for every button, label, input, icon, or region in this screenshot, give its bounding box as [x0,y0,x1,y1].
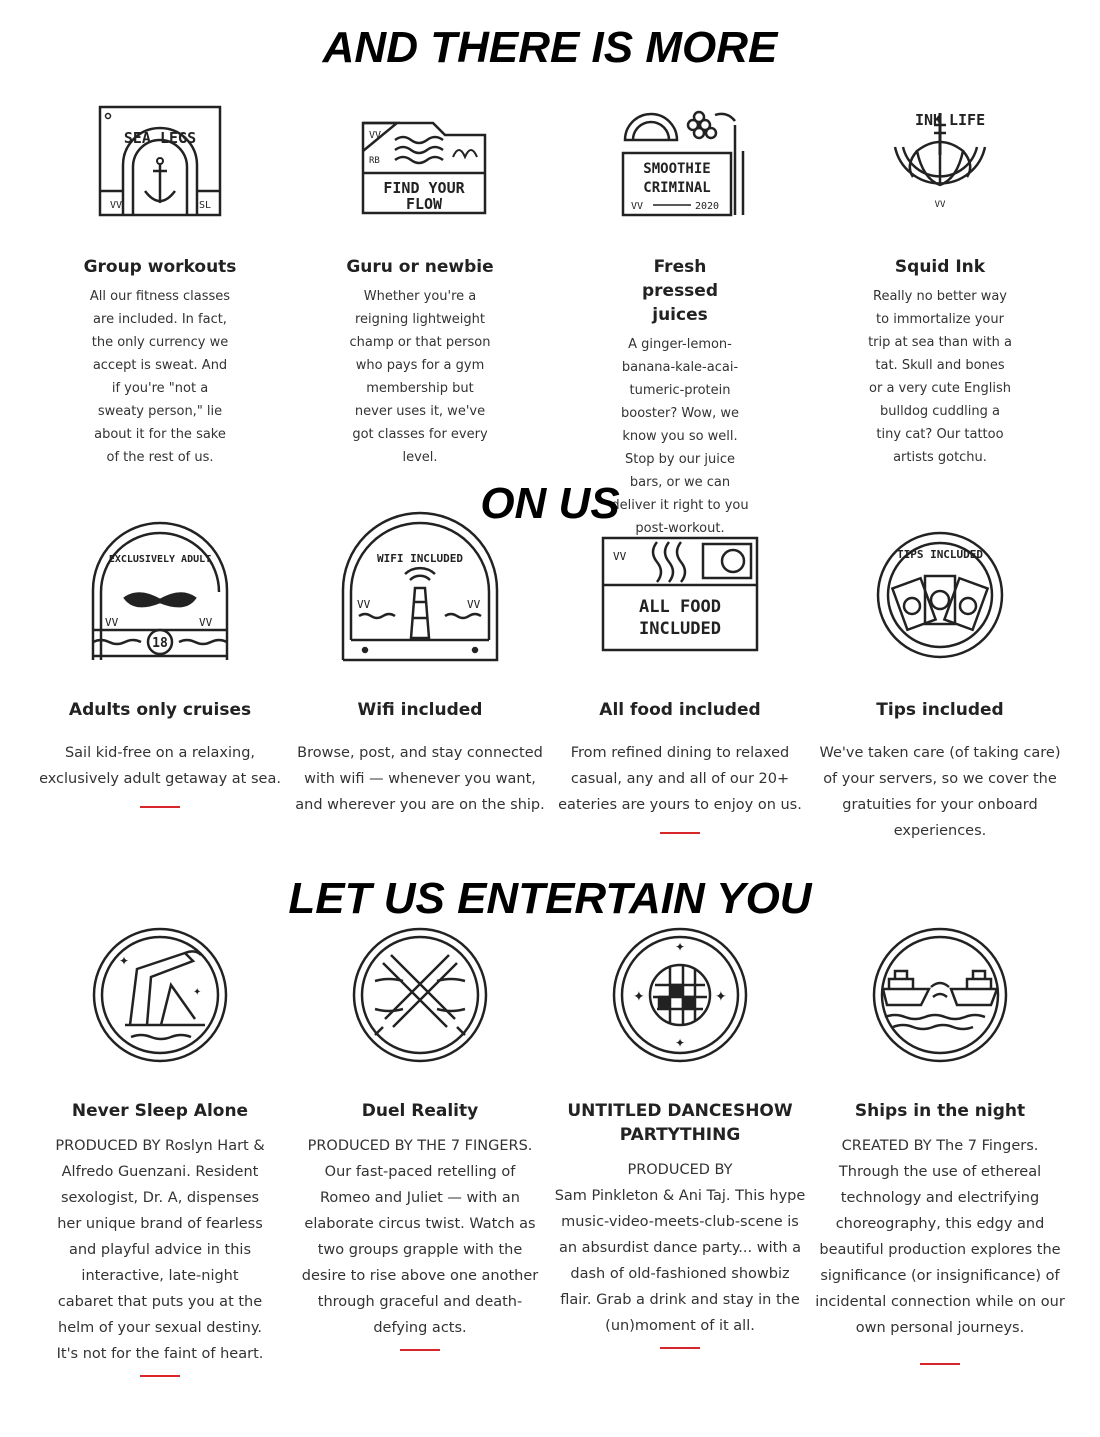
card-title: Tips included [876,700,1004,720]
badge-top-text: VV [369,130,382,141]
badge-left-text: VV [613,550,627,563]
disco-ball-circle-icon [595,925,765,1065]
badge-main-text: TIPS INCLUDED [896,548,984,561]
badge-left-text: VV [631,201,644,212]
red-divider [660,1347,700,1349]
red-divider [140,1375,180,1377]
badge-text-line-2: FLOW [405,195,443,213]
card-description: We've taken care (of taking care) of your servers, so we cover the gratuities for your onboard experiences. [819,745,1061,839]
all-food-included-badge-icon [595,530,765,660]
card-duel-reality [290,925,550,1377]
exclusively-adult-badge-icon [75,530,245,660]
card-wifi-included [290,530,550,844]
svg-text:✦: ✦ [715,988,727,1004]
card-title: Wifi included [357,700,483,720]
red-divider [140,806,180,808]
card-ships-in-the-night [810,925,1070,1377]
svg-text:✦: ✦ [675,940,686,954]
card-title: Group workouts [83,257,237,277]
card-description: Really no better way to immortalize your trip at sea than with a tat. Skull and bones or a very cute English bulldog cuddling a tiny cat? Our tattoo artists gotchu. [868,289,1012,465]
legs-sparkle-circle-icon [75,925,245,1065]
section-title-let-us-entertain-you: LET US ENTERTAIN YOU [288,874,812,923]
badge-main-text: EXCLUSIVELY ADULT [108,554,212,565]
card-description: All our fitness classes are included. In fact, the only currency we accept is sweat. And if you're "not a sweaty person," lie about it for the sake of the rest of us. [89,289,231,465]
card-never-sleep-alone [30,925,290,1377]
card-description-prefix: PRODUCED BY [627,1162,733,1178]
badge-left-text: VV [110,200,123,211]
badge-right-text: VV [199,616,213,629]
card-title: Never Sleep Alone [71,1101,249,1121]
card-title: Guru or newbie [346,257,494,277]
badge-text-line-1: SMOOTHIE [643,161,711,177]
badge-text-line-1: FIND YOUR [383,179,465,197]
section-title-and-there-is-more: AND THERE IS MORE [322,23,778,72]
badge-text-line-2: CRIMINAL [643,180,711,196]
card-untitled-danceshow-partything [550,925,810,1377]
badge-main-text: SEA LEGS [123,129,197,147]
card-title: UNTITLED DANCESHOW PARTYTHING [567,1101,793,1145]
badge-text-line-2: INCLUDED [639,619,721,639]
card-description: From refined dining to relaxed casual, any and all of our 20+ eateries are yours to enjoy on us. [558,745,802,813]
red-divider [400,1349,440,1351]
ink-life-badge-icon [855,95,1025,225]
card-title: Duel Reality [361,1101,479,1121]
svg-text:✦: ✦ [675,1036,686,1050]
badge-right-text: SL [199,200,212,211]
included-grid [30,530,1070,844]
badge-main-text: WIFI INCLUDED [376,552,464,565]
card-description: Whether you're a reigning lightweight champ or that person who pays for a gym membership but never uses it, we've got classes for every level. [349,289,491,465]
card-description: Browse, post, and stay connected with wifi — whenever you want, and wherever you are on the ship. [295,745,545,813]
badge-text-line-2: LIFE [949,111,986,129]
find-your-flow-badge-icon [335,95,505,225]
card-description: PRODUCED BY THE 7 FINGERS. Our fast-paced retelling of Romeo and Juliet — with an elaborate circus twist. Watch as two groups grapple with the desire to rise above one another through graceful and death-defying acts. [301,1138,539,1336]
card-description: Sail kid-free on a relaxing, exclusively adult getaway at sea. [39,745,281,787]
card-title: Adults only cruises [68,700,252,720]
badge-right-text: 2020 [695,201,720,212]
card-group-workouts [30,95,290,476]
shows-grid [30,925,1070,1377]
card-title: Ships in the night [854,1101,1026,1121]
crossed-swords-circle-icon [335,925,505,1065]
card-description: PRODUCED BY Roslyn Hart & Alfredo Guenzani. Resident sexologist, Dr. A, dispenses her unique brand of fearless and playful advice in this interactive, late-night cabaret that puts you at the helm of your sexual destiny. It's not for the faint of heart. [55,1138,265,1362]
two-ships-circle-icon [855,925,1025,1065]
section-title-on-us: ON US [480,479,620,528]
card-squid-ink [810,95,1070,476]
badge-age-text: 18 [152,636,168,651]
smoothie-criminal-badge-icon [595,95,765,225]
card-title: Fresh pressed juices [641,257,719,325]
badge-text-line-1: INK [915,111,943,129]
card-title: Squid Ink [894,257,986,277]
card-description: Sam Pinkleton & Ani Taj. This hype music-video-meets-club-scene is an absurdist dance party... with a dash of old-fashioned showbiz flair. Grab a drink and stay in the (un)moment of it all. [554,1188,806,1334]
card-description: A ginger-lemon-banana-kale-acai-tumeric-protein booster? Wow, we know you so well. Stop by our juice bars, or we can deliver it right to you post-workout. [611,337,749,536]
card-adults-only-cruises [30,530,290,844]
svg-text:✦: ✦ [119,954,130,968]
card-guru-or-newbie [290,95,550,476]
badge-left-text: VV [357,598,371,611]
red-divider [920,1363,960,1365]
red-divider [660,832,700,834]
badge-bottom-text: VV [934,200,946,210]
card-tips-included [810,530,1070,844]
wifi-included-badge-icon [335,530,505,660]
card-all-food-included [550,530,810,844]
badge-mid-text: RB [369,156,380,166]
badge-text-line-1: ALL FOOD [639,597,721,617]
badge-right-text: VV [467,598,481,611]
svg-text:✦: ✦ [633,988,645,1004]
card-description: CREATED BY The 7 Fingers. Through the use of ethereal technology and electrifying choreography, this edgy and beautiful production explores the significance (or insignificance) of incidental connection while on our own personal journeys. [815,1138,1065,1336]
svg-text:✦: ✦ [193,987,202,998]
badge-left-text: VV [105,616,119,629]
card-title: All food included [599,700,761,720]
tips-included-badge-icon [855,530,1025,660]
sea-legs-badge-icon [75,95,245,225]
